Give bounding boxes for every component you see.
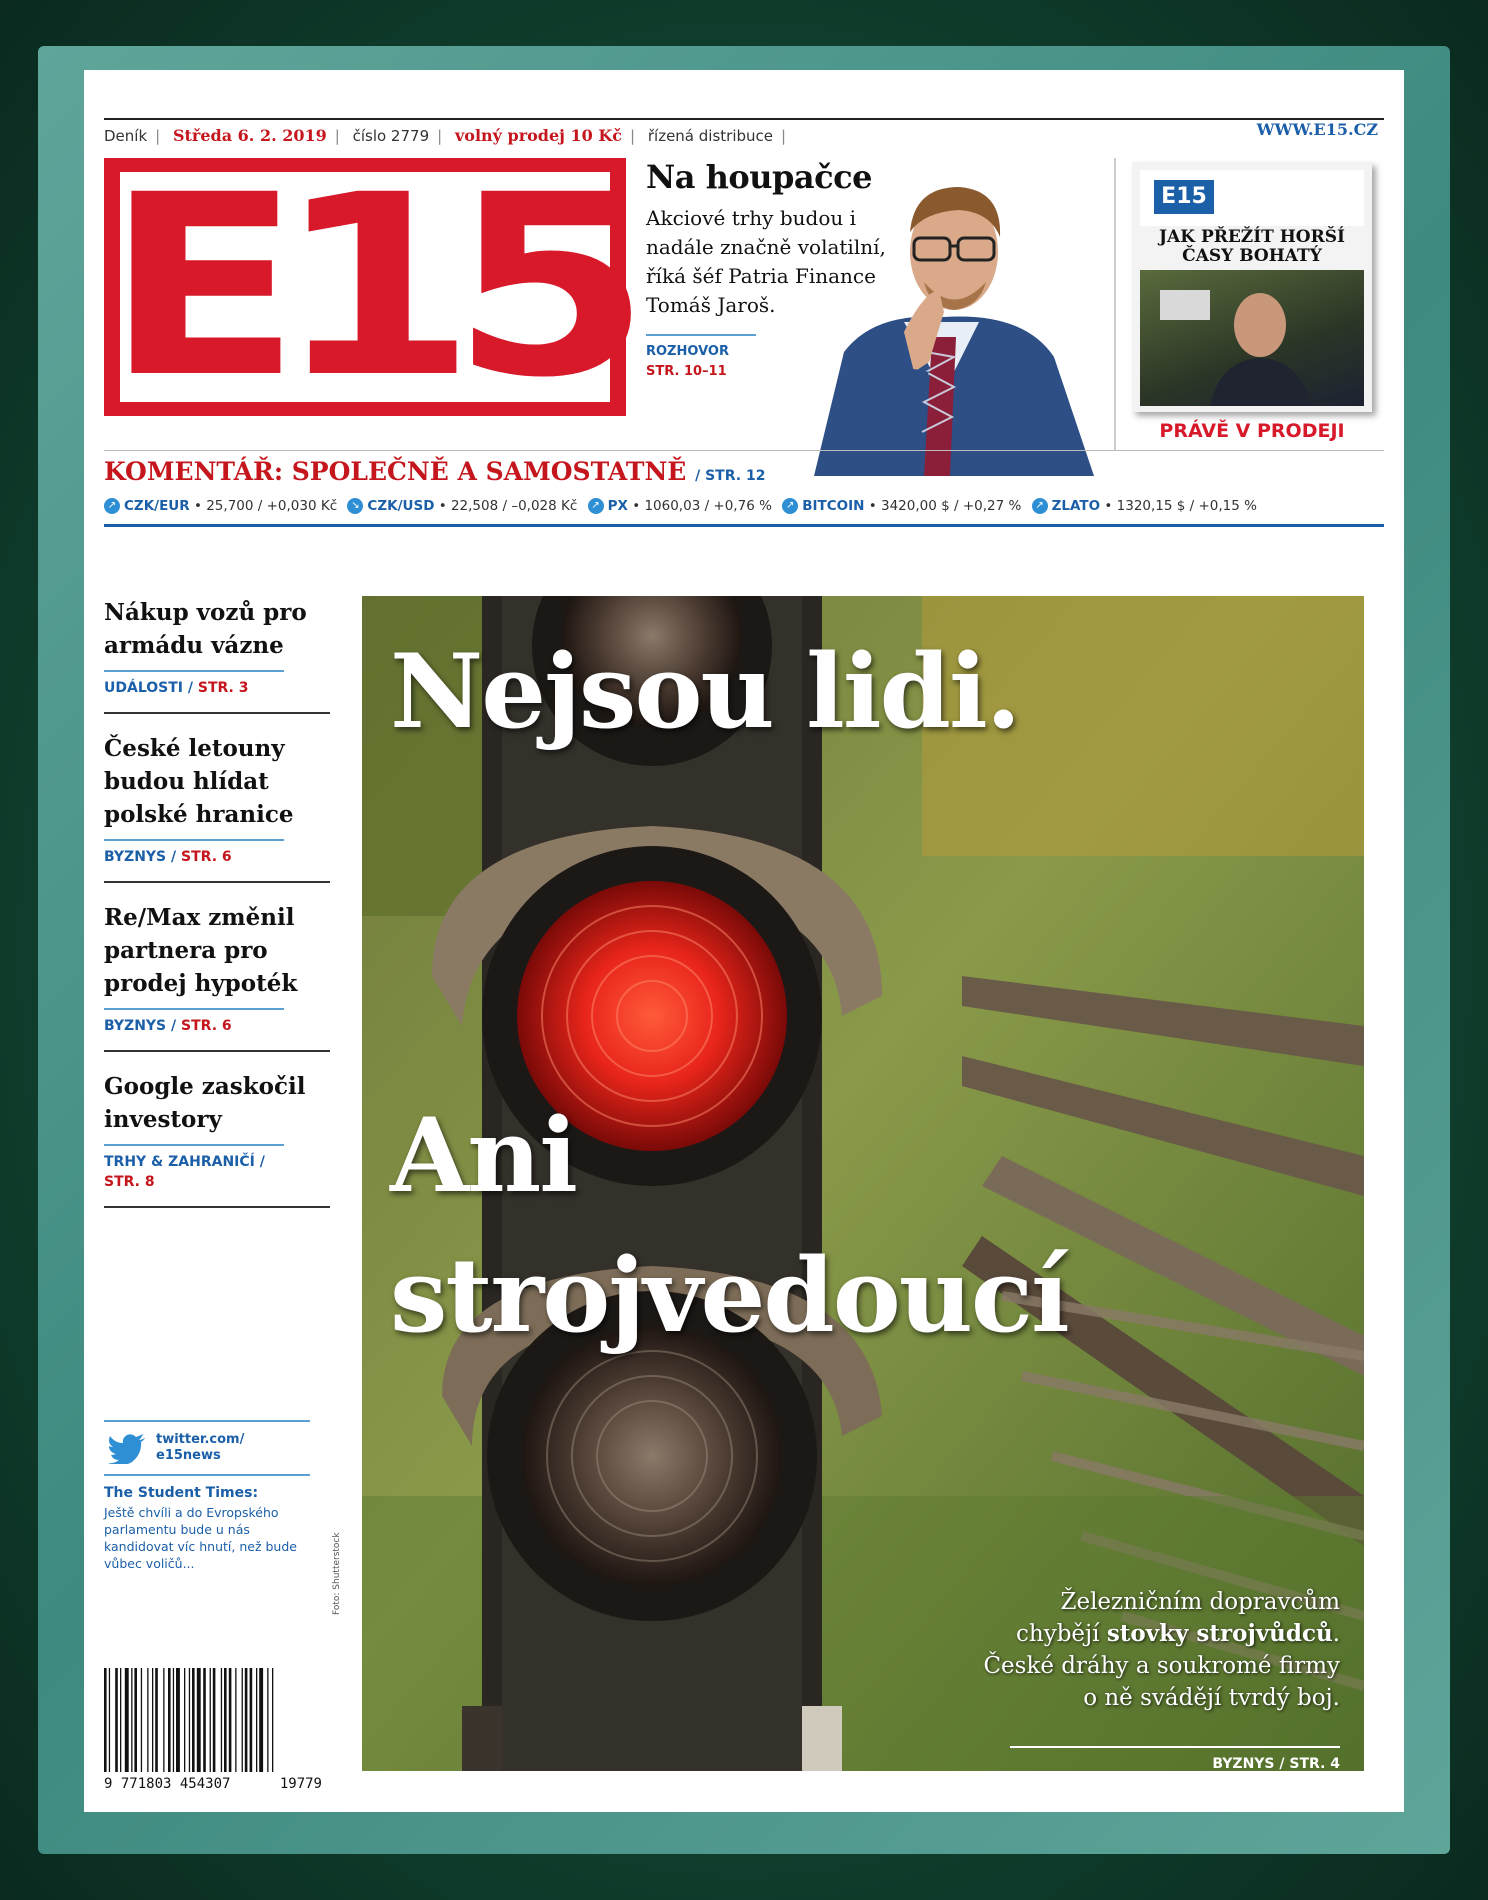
barcode-bar [131, 1668, 132, 1772]
barcode-left: 9 771803 454307 [104, 1776, 231, 1792]
comment-bar[interactable] [104, 450, 1384, 489]
side-stories [104, 596, 330, 1226]
story-title: České letouny budou hlídat polské hranice [104, 735, 294, 828]
ticker-item: ↗ PX • 1060,03 / +0,76 % [588, 498, 772, 514]
magazine-title-line1: JAK PŘEŽÍT HORŠÍ [1159, 227, 1345, 247]
barcode-bar [210, 1668, 211, 1772]
trend-icon: ↗ [782, 498, 798, 514]
logo-text: E15 [104, 141, 626, 432]
barcode-bar [134, 1668, 137, 1772]
deck-part2: . České dráhy a soukromé firmy o ně svádějí tvrdý boj. [983, 1621, 1340, 1711]
trend-icon: ↗ [104, 498, 120, 514]
barcode-bar [189, 1668, 190, 1772]
paper-type: Deník [104, 127, 148, 145]
story-title: Re/Max změnil partnera pro prodej hypoték [104, 904, 298, 997]
barcode-bar [163, 1668, 164, 1772]
e15-logo [104, 141, 626, 432]
teaser-section-label: ROZHOVOR [646, 344, 729, 359]
barcode-bar [229, 1668, 232, 1772]
twitter-link[interactable] [104, 1422, 310, 1476]
barcode-bar [147, 1668, 148, 1772]
barcode-bar [176, 1668, 180, 1772]
barcode-bar [203, 1668, 206, 1772]
lead-deck [980, 1586, 1340, 1714]
lead-section: BYZNYS / STR. 4 [1010, 1746, 1340, 1771]
deck-part1: Železničním dopravcům chybějí [1016, 1589, 1340, 1647]
barcode-bar [213, 1668, 216, 1772]
barcode-bar [168, 1668, 171, 1772]
top-teaser[interactable] [646, 158, 896, 382]
lead-headline-line3: strojvedoucí [390, 1236, 1068, 1356]
comment-page: / STR. 12 [695, 468, 766, 484]
barcode-bar [173, 1668, 174, 1772]
barcode-bar [250, 1668, 253, 1772]
barcode-bar [125, 1668, 129, 1772]
distribution-note: řízená distribuce [647, 127, 773, 145]
story-section: TRHY & ZAHRANIČÍ / STR. 8 [104, 1144, 284, 1192]
side-story[interactable] [104, 901, 330, 1052]
story-title: Google zaskočil investory [104, 1073, 306, 1133]
trend-icon: ↘ [347, 498, 363, 514]
barcode-bar [256, 1668, 257, 1772]
student-times-title: The Student Times: [104, 1485, 259, 1501]
story-section: BYZNYS / STR. 6 [104, 1008, 284, 1036]
ticker-item: ↗ BITCOIN • 3420,00 $ / +0,27 % [782, 498, 1021, 514]
social-box [104, 1420, 310, 1572]
barcode-bar [152, 1668, 153, 1772]
magazine-logo: E15 [1154, 180, 1214, 214]
lead-headline-line1: Nejsou lidi. [390, 632, 1020, 752]
barcode-bar [221, 1668, 222, 1772]
barcode-bar [120, 1668, 121, 1772]
trend-icon: ↗ [1032, 498, 1048, 514]
side-story[interactable] [104, 732, 330, 883]
issue-price: volný prodej 10 Kč [454, 126, 623, 145]
ticker-item: ↗ CZK/EUR • 25,700 / +0,030 Kč [104, 498, 337, 514]
barcode-bar [259, 1668, 263, 1772]
side-story[interactable] [104, 596, 330, 714]
story-section: UDÁLOSTI / STR. 3 [104, 670, 284, 698]
teaser-title: Na houpačce [646, 158, 872, 196]
barcode-bar [224, 1668, 227, 1772]
twitter-line2: e15news [156, 1448, 221, 1463]
magazine-title [1140, 228, 1364, 266]
barcode-bar [104, 1668, 107, 1772]
barcode-bar [115, 1668, 118, 1772]
photo-credit: Foto: Shutterstock [332, 1532, 342, 1615]
teaser-section [646, 334, 756, 382]
teaser-text: Akciové trhy budou i nadále značně volatilní, říká šéf Patria Finance Tomáš Jaroš. [646, 206, 886, 317]
barcode-bar [197, 1668, 201, 1772]
barcode-bar [242, 1668, 243, 1772]
ticker-item: ↗ ZLATO • 1320,15 $ / +0,15 % [1032, 498, 1257, 514]
magazine-cover [1132, 162, 1372, 412]
barcode-bar [235, 1668, 236, 1772]
barcode-bar [267, 1668, 268, 1772]
magazine-sale-label: PRÁVĚ V PRODEJI [1159, 420, 1345, 442]
website-link[interactable]: WWW.E15.CZ [1256, 120, 1378, 139]
market-ticker [104, 498, 1384, 527]
barcode-bar [155, 1668, 158, 1772]
barcode-bar [272, 1668, 273, 1772]
ticker-item: ↘ CZK/USD • 22,508 / –0,028 Kč [347, 498, 577, 514]
twitter-bird-icon [108, 1434, 146, 1464]
twitter-line1: twitter.com/ [156, 1432, 245, 1447]
newspaper-cover [84, 70, 1404, 1812]
issue-number: číslo 2779 [352, 127, 430, 145]
side-story[interactable] [104, 1070, 330, 1208]
magazine-promo[interactable] [1114, 158, 1386, 450]
barcode-bar [184, 1668, 185, 1772]
barcode-bar [109, 1668, 110, 1772]
barcode [104, 1668, 322, 1772]
story-section: BYZNYS / STR. 6 [104, 839, 284, 867]
barcode-right: 19779 [279, 1776, 322, 1792]
masthead-info-line: Deník | Středa 6. 2. 2019 | číslo 2779 | volný prodej 10 Kč | řízená distribuce | [104, 118, 1384, 148]
barcode-bar [245, 1668, 248, 1772]
teaser-page: STR. 10–11 [646, 364, 727, 379]
lead-headline-line2: Ani [390, 1096, 577, 1216]
barcode-bar [192, 1668, 195, 1772]
student-times-text: Ještě chvíli a do Evropského parlamentu bude u nás kandidovat víc hnutí, než bude vůbec voličů... [104, 1505, 297, 1571]
barcode-numbers [104, 1776, 322, 1792]
magazine-photo [1140, 270, 1364, 406]
barcode-bar [141, 1668, 142, 1772]
magazine-title-line2: ČASY BOHATÝ [1182, 246, 1322, 266]
issue-date: Středa 6. 2. 2019 [172, 126, 327, 145]
story-title: Nákup vozů pro armádu vázne [104, 599, 307, 659]
deck-bold: stovky strojvůdců [1106, 1620, 1333, 1647]
lead-story[interactable] [362, 596, 1364, 1771]
comment-label: KOMENTÁŘ: SPOLEČNĚ A SAMOSTATNĚ [104, 457, 687, 486]
trend-icon: ↗ [588, 498, 604, 514]
